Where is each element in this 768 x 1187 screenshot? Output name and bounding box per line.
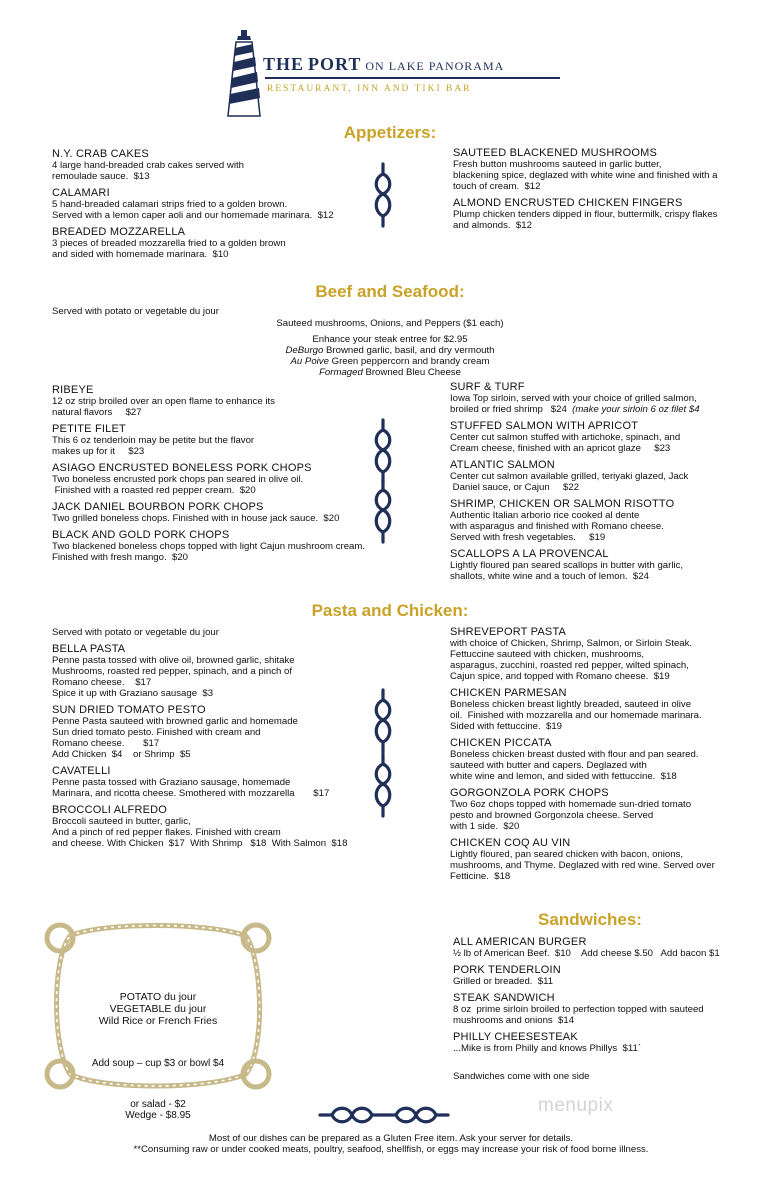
pasta-served: Served with potato or vegetable du jour xyxy=(52,627,219,638)
sandwiches-title: Sandwiches: xyxy=(538,910,642,929)
menu-item: SHRIMP, CHICKEN OR SALMON RISOTTO Authentic Italian arborio rice cooked al dente with asparagus and finished with Romano cheese. Served with fresh vegetables. $19 xyxy=(450,498,675,543)
menu-item: BREADED MOZZARELLA 3 pieces of breaded mozzarella fried to a golden brown and sided with homemade marinara. $10 xyxy=(52,226,286,260)
footer xyxy=(0,1133,768,1155)
menu-item: SCALLOPS A LA PROVENCAL Lightly floured pan seared scallops in butter with garlic, shallots, white wine and a touch of lemon. $24 xyxy=(450,548,684,582)
footer-gluten: Most of our dishes can be prepared as a Gluten Free item. Ask your server for details. xyxy=(208,1133,574,1144)
menu-item: CHICKEN PARMESAN Boneless chicken breast lightly breaded, sauteed in olive oil. Finished with mozzarella and our homemade marinara. Sided with fettuccine. $19 xyxy=(450,687,702,732)
menu-item: CHICKEN PICCATA Boneless chicken breast dusted with flour and pan seared. sauteed with butter and capers. Deglazed with white wine and lemon, and sided with fettuccine. $18 xyxy=(450,737,699,782)
knot-icon xyxy=(370,688,396,754)
brand-the: THE xyxy=(263,54,305,74)
appetizers-right xyxy=(453,147,718,231)
sandwiches-list xyxy=(453,936,720,1054)
beef-left xyxy=(52,384,365,563)
menu-item: N.Y. CRAB CAKES 4 large hand-breaded crab cakes served with remoulade sauce. $13 xyxy=(52,148,244,182)
sides-soup: Add soup – cup $3 or bowl $4 xyxy=(91,1058,225,1069)
menu-item: CAVATELLI Penne pasta tossed with Graziano sausage, homemade Marinara, and ricotta cheese. Smothered with mozzarella $17 xyxy=(52,765,330,799)
menu-item: BLACK AND GOLD PORK CHOPS Two blackened boneless chops topped with light Cajun mushroom cream. Finished with fresh mango. $20 xyxy=(52,529,366,563)
menu-item: RIBEYE 12 oz strip broiled over an open flame to enhance its natural flavors $27 xyxy=(52,384,275,418)
menu-item: BROCCOLI ALFREDO Broccoli sauteed in butter, garlic, And a pinch of red pepper flakes. Finished with cream and cheese. With Chicken $17 With Shrimp $18 With Salmon $18 xyxy=(52,804,348,849)
tagline: RESTAURANT, INN AND TIKI BAR xyxy=(267,84,472,94)
knot-icon xyxy=(370,478,396,544)
enhance-option: DeBurgo Browned garlic, basil, and dry vermouth xyxy=(285,345,495,356)
menu-item: SHREVEPORT PASTA with choice of Chicken, Shrimp, Salmon, or Sirloin Steak. Fettuccine sauteed with chicken, mushrooms, asparagus, zucchini, roasted red pepper, wilted spinach, Cajun spice, and topped with Romano cheese. $19 xyxy=(450,626,693,682)
knot-icon xyxy=(370,418,396,484)
menu-item: PORK TENDERLOIN Grilled or breaded. $11 xyxy=(453,964,561,987)
knot-icon xyxy=(370,162,396,228)
menu-item: STEAK SANDWICH 8 oz prime sirloin broiled to perfection topped with sauteed mushrooms and onions $14 xyxy=(453,992,704,1026)
header-rule xyxy=(265,77,560,79)
sandwiches-note: Sandwiches come with one side xyxy=(453,1071,590,1082)
beef-right xyxy=(450,381,700,582)
menu-item: ATLANTIC SALMON Center cut salmon available grilled, teriyaki glazed, Jack Daniel sauce, or Cajun $22 xyxy=(450,459,689,493)
menu-item: SUN DRIED TOMATO PESTO Penne Pasta sauteed with browned garlic and homemade Sun dried tomato pesto. Finished with cream and Romano cheese. $17 Add Chicken $4 or Shrimp $5 xyxy=(52,704,298,760)
menu-item: CALAMARI 5 hand-breaded calamari strips fried to a golden brown. Served with a lemon caper aoli and our homemade marinara. $12 xyxy=(52,187,334,221)
brand-port: PORT xyxy=(308,54,362,74)
menu-item: STUFFED SALMON WITH APRICOT Center cut salmon stuffed with artichoke, spinach, and Cream cheese, finished with an apricot glaze $23 xyxy=(450,420,681,454)
enhance-option: Formaged Browned Bleu Cheese xyxy=(319,367,461,378)
enhance-option: Au Poive Green peppercorn and brandy cream xyxy=(290,356,490,367)
sides-text xyxy=(60,968,256,1133)
pasta-title: Pasta and Chicken: xyxy=(311,601,469,620)
header xyxy=(215,24,565,120)
appetizers-title: Appetizers: xyxy=(343,123,437,142)
beef-served: Served with potato or vegetable du jour xyxy=(52,306,219,317)
menu-item: BELLA PASTA Penne pasta tossed with olive oil, browned garlic, shitake Mushrooms, roasted red pepper, spinach, and a pinch of Romano cheese. $17 Spice it up with Graziano sausage $3 xyxy=(52,643,295,699)
menu-item: JACK DANIEL BOURBON PORK CHOPS Two grilled boneless chops. Finished with in house jack sauce. $20 xyxy=(52,501,340,524)
menu-item: CHICKEN COQ AU VIN Lightly floured, pan seared chicken with bacon, onions, mushrooms, and Thyme. Deglazed with red wine. Served over Fetticine. $18 xyxy=(450,837,715,882)
lighthouse-logo xyxy=(220,26,268,118)
pasta-left xyxy=(52,643,347,849)
menu-item: PHILLY CHEESESTEAK ...Mike is from Philly and knows Phillys $11` xyxy=(453,1031,642,1054)
knot-icon xyxy=(370,752,396,818)
menu-item: ASIAGO ENCRUSTED BONELESS PORK CHOPS Two boneless encrusted pork chops pan seared in olive oil. Finished with a roasted red pepper cream. $20 xyxy=(52,462,312,496)
brand-on: ON LAKE PANORAMA xyxy=(365,59,505,73)
sides-salad: or salad - $2 Wedge - $8.95 xyxy=(125,1098,191,1121)
menu-item: GORGONZOLA PORK CHOPS Two 6oz chops topped with homemade sun-dried tomato pesto and browned Gorgonzola cheese. Served with 1 side. $20 xyxy=(450,787,692,832)
beef-sauteed: Sauteed mushrooms, Onions, and Peppers ($1 each) xyxy=(276,318,504,329)
watermark: menupix xyxy=(538,1095,614,1116)
menu-item: ALMOND ENCRUSTED CHICKEN FINGERS Plump chicken tenders dipped in flour, buttermilk, crispy flakes and almonds. $12 xyxy=(453,197,718,231)
beef-enhance xyxy=(240,334,540,378)
pasta-right xyxy=(450,626,715,882)
menu-item: SAUTEED BLACKENED MUSHROOMS Fresh button mushrooms sauteed in garlic butter, blackening spice, deglazed with white wine and finished with a touch of cream. $12 xyxy=(453,147,718,192)
appetizers-left xyxy=(52,148,334,260)
footer-warning: **Consuming raw or under cooked meats, poultry, seafood, shellfish, or eggs may increase your risk of food borne illness. xyxy=(133,1144,649,1155)
sides-options: POTATO du jour VEGETABLE du jour Wild Rice or French Fries xyxy=(98,991,218,1027)
menu-item: PETITE FILET This 6 oz tenderloin may be petite but the flavor makes up for it $23 xyxy=(52,423,255,457)
menu-item: SURF & TURF Iowa Top sirloin, served with your choice of grilled salmon, broiled or fried shrimp $24 (make your sirloin 6 oz filet $4 xyxy=(450,381,700,415)
beef-title: Beef and Seafood: xyxy=(315,282,465,301)
footer-knot-icon xyxy=(318,1104,450,1126)
enhance-line: Enhance your steak entree for $2.95 xyxy=(312,334,468,345)
menu-item: ALL AMERICAN BURGER ½ lb of American Beef. $10 Add cheese $.50 Add bacon $1 xyxy=(453,936,720,959)
